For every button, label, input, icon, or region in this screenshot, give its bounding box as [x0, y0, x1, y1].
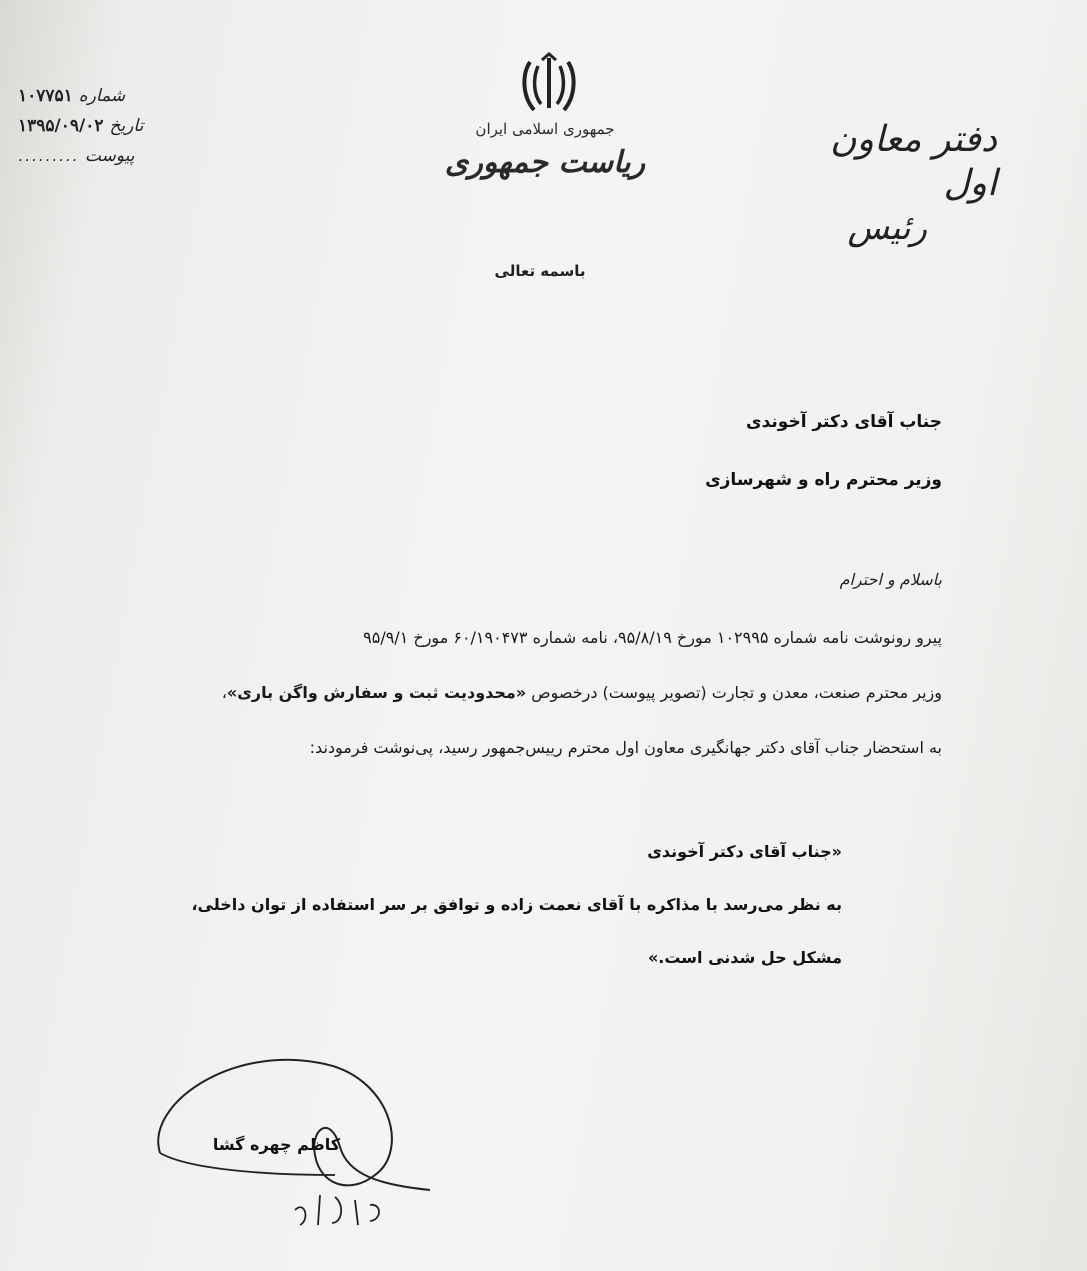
- iran-emblem-icon: [516, 52, 582, 118]
- body-line-1: پیرو رونوشت نامه شماره ۱۰۲۹۹۵ مورخ ۹۵/۸/۱۹، نامه شماره ۶۰/۱۹۰۴۷۳ مورخ ۹۵/۹/۱: [363, 628, 942, 647]
- office-line-2: رئیس: [847, 208, 927, 248]
- presidency-title: ریاست جمهوری: [444, 145, 646, 180]
- attachment-row: [18, 146, 198, 176]
- attachment-label: پیوست: [84, 146, 135, 166]
- body-line-2-text: وزیر محترم صنعت، معدن و تجارت (تصویر پیوست) درخصوص: [526, 683, 942, 702]
- republic-title: جمهوری اسلامی ایران: [475, 120, 615, 138]
- quote-line-2: به نظر می‌رسد با مذاکره با آقای نعمت زاده و توافق بر سر استفاده از توان داخلی،: [191, 895, 842, 914]
- attachment-value: .........: [18, 147, 79, 165]
- quote-line-3: مشکل حل شدنی است.»: [647, 948, 842, 967]
- invocation: باسمه تعالی: [494, 262, 586, 280]
- date-value: ۱۳۹۵/۰۹/۰۲: [18, 116, 104, 136]
- body-line-2-comma: ،: [221, 683, 227, 702]
- quote-line-1: «جناب آقای دکتر آخوندی: [647, 842, 842, 861]
- date-row: [18, 116, 198, 146]
- greeting: باسلام و احترام: [839, 570, 942, 589]
- header-center: [430, 118, 660, 186]
- body-line-3: به استحضار جناب آقای دکتر جهانگیری معاون اول محترم رییس‌جمهور رسید، پی‌نوشت فرمودند:: [309, 738, 942, 757]
- addressee-name: جناب آقای دکتر آخوندی: [746, 412, 942, 432]
- number-label: شماره: [78, 86, 126, 106]
- number-row: [18, 86, 198, 116]
- office-heading: [777, 118, 997, 250]
- letter-meta: [18, 86, 198, 176]
- date-label: تاریخ: [109, 116, 144, 136]
- addressee-title: وزیر محترم راه و شهرسازی: [705, 470, 942, 490]
- number-value: ۱۰۷۷۵۱: [18, 86, 73, 106]
- signer-name: کاظم چهره گشا: [212, 1135, 340, 1154]
- body-line-2: [105, 665, 942, 720]
- body-paragraph: [105, 610, 942, 775]
- office-line-1: دفتر معاون اول: [830, 119, 997, 204]
- subject-highlight: «محدودیت ثبت و سفارش واگن باری»: [226, 683, 527, 702]
